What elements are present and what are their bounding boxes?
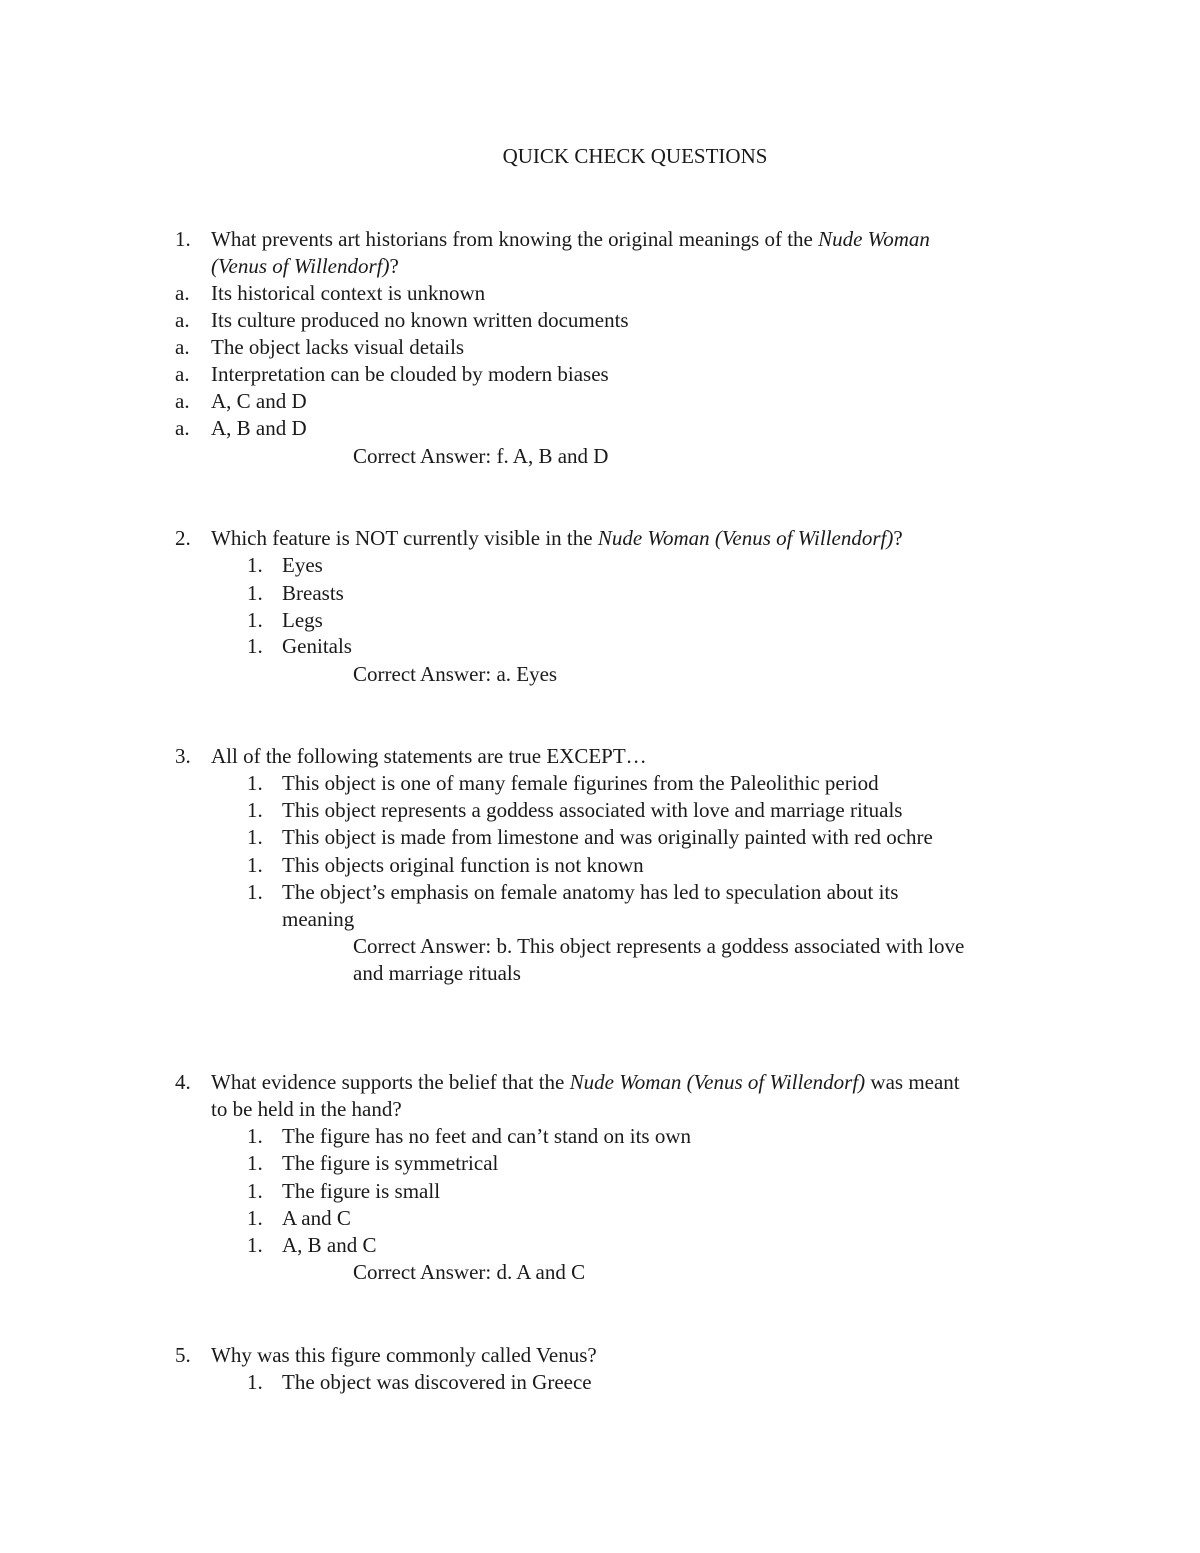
option-marker: 1. <box>247 553 263 577</box>
option-marker: a. <box>175 362 190 386</box>
option-marker: 1. <box>247 798 263 822</box>
option-text: A, C and D <box>211 389 307 413</box>
option-text: The object’s emphasis on female anatomy has led to speculation about its <box>282 880 899 904</box>
option-marker: 1. <box>247 581 263 605</box>
correct-answer-line2: and marriage rituals <box>353 961 521 985</box>
option-text: A, B and D <box>211 416 307 440</box>
option-text: This object is made from limestone and was originally painted with red ochre <box>282 825 933 849</box>
question-4-text: What evidence supports the belief that the Nude Woman (Venus of Willendorf) was meant <box>211 1070 960 1094</box>
option-text: The figure is symmetrical <box>282 1151 499 1175</box>
option-text: Interpretation can be clouded by modern biases <box>211 362 609 386</box>
option-text: Its culture produced no known written documents <box>211 308 629 332</box>
option-text: Eyes <box>282 553 323 577</box>
question-5-number: 5. <box>175 1343 191 1367</box>
question-4-text-line2: to be held in the hand? <box>211 1097 402 1121</box>
option-marker: 1. <box>247 1151 263 1175</box>
question-2-text: Which feature is NOT currently visible in the Nude Woman (Venus of Willendorf)? <box>211 526 903 550</box>
option-text: The figure is small <box>282 1179 441 1203</box>
correct-answer: Correct Answer: a. Eyes <box>353 662 558 686</box>
option-marker: a. <box>175 389 190 413</box>
option-text: Breasts <box>282 581 344 605</box>
question-2-number: 2. <box>175 526 191 550</box>
option-marker: 1. <box>247 825 263 849</box>
option-text: This object is one of many female figurines from the Paleolithic period <box>282 771 879 795</box>
correct-answer: Correct Answer: f. A, B and D <box>353 444 609 468</box>
option-text: Legs <box>282 608 323 632</box>
question-1-text: What prevents art historians from knowing the original meanings of the Nude Woman <box>211 227 930 251</box>
option-marker: 1. <box>247 1206 263 1230</box>
option-text: Its historical context is unknown <box>211 281 486 305</box>
option-marker: a. <box>175 335 190 359</box>
option-text: The object was discovered in Greece <box>282 1370 592 1394</box>
question-4-number: 4. <box>175 1070 191 1094</box>
question-3-number: 3. <box>175 744 191 768</box>
question-3-text: All of the following statements are true EXCEPT… <box>211 744 647 768</box>
option-marker: 1. <box>247 1124 263 1148</box>
option-marker: a. <box>175 308 190 332</box>
option-text: A and C <box>282 1206 351 1230</box>
option-text: This objects original function is not known <box>282 853 644 877</box>
option-marker: 1. <box>247 634 263 658</box>
option-text: Genitals <box>282 634 352 658</box>
option-marker: a. <box>175 281 190 305</box>
question-1-number: 1. <box>175 227 191 251</box>
option-marker: 1. <box>247 853 263 877</box>
option-marker: 1. <box>247 1233 263 1257</box>
question-5-text: Why was this figure commonly called Venus? <box>211 1343 597 1367</box>
option-text: A, B and C <box>282 1233 377 1257</box>
option-text-line2: meaning <box>282 907 355 931</box>
option-marker: a. <box>175 416 190 440</box>
option-marker: 1. <box>247 880 263 904</box>
option-marker: 1. <box>247 771 263 795</box>
option-text: This object represents a goddess associated with love and marriage rituals <box>282 798 903 822</box>
page-title: QUICK CHECK QUESTIONS <box>502 144 768 168</box>
option-text: The object lacks visual details <box>211 335 465 359</box>
question-1-text-line2: (Venus of Willendorf)? <box>211 254 399 278</box>
correct-answer: Correct Answer: d. A and C <box>353 1260 586 1284</box>
correct-answer: Correct Answer: b. This object represents a goddess associated with love <box>353 934 965 958</box>
option-marker: 1. <box>247 608 263 632</box>
option-marker: 1. <box>247 1370 263 1394</box>
option-text: The figure has no feet and can’t stand on its own <box>282 1124 691 1148</box>
option-marker: 1. <box>247 1179 263 1203</box>
